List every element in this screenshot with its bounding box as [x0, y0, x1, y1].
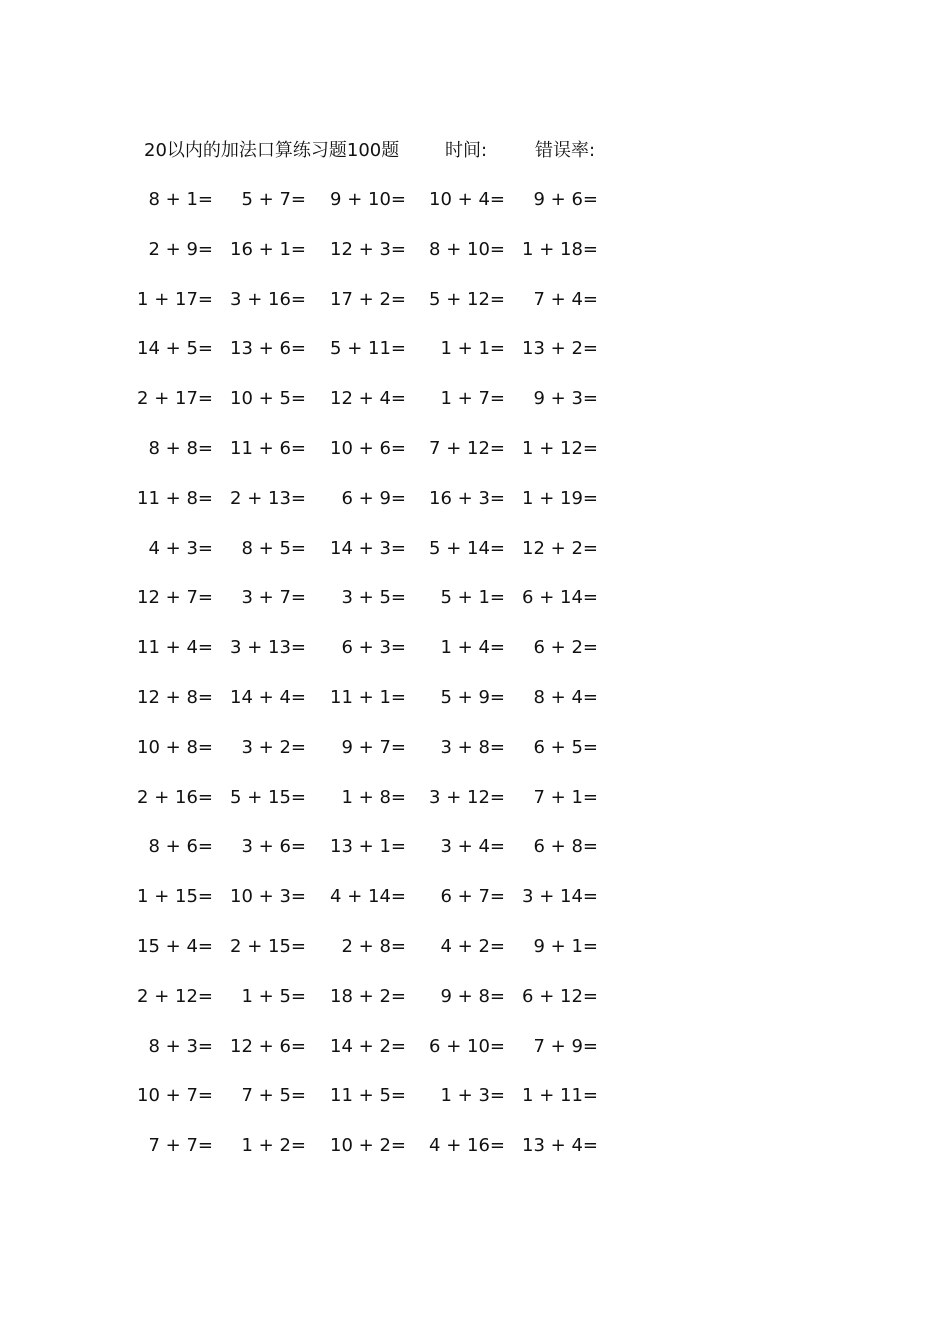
problem-r5-c3: 12 + 4= — [330, 388, 406, 409]
problem-r14-c3: 13 + 1= — [330, 836, 406, 857]
problem-r1-c5: 9 + 6= — [533, 189, 598, 210]
problem-r15-c1: 1 + 15= — [137, 886, 213, 907]
problem-r6-c5: 1 + 12= — [522, 438, 598, 459]
problem-r3-c4: 5 + 12= — [429, 289, 505, 310]
problem-r2-c1: 2 + 9= — [148, 239, 213, 260]
problem-r19-c2: 7 + 5= — [241, 1085, 306, 1106]
problem-r13-c1: 2 + 16= — [137, 787, 213, 808]
problem-r9-c4: 5 + 1= — [440, 587, 505, 608]
problem-r11-c4: 5 + 9= — [440, 687, 505, 708]
problem-r6-c1: 8 + 8= — [148, 438, 213, 459]
problem-r9-c1: 12 + 7= — [137, 587, 213, 608]
problem-r18-c1: 8 + 3= — [148, 1036, 213, 1057]
problem-r16-c1: 15 + 4= — [137, 936, 213, 957]
problem-r3-c1: 1 + 17= — [137, 289, 213, 310]
problem-r10-c4: 1 + 4= — [440, 637, 505, 658]
problem-r13-c2: 5 + 15= — [230, 787, 306, 808]
problem-r1-c3: 9 + 10= — [330, 189, 406, 210]
problem-r6-c3: 10 + 6= — [330, 438, 406, 459]
problem-r16-c2: 2 + 15= — [230, 936, 306, 957]
problem-r15-c2: 10 + 3= — [230, 886, 306, 907]
problem-r10-c3: 6 + 3= — [341, 637, 406, 658]
problem-r1-c1: 8 + 1= — [148, 189, 213, 210]
problem-r10-c1: 11 + 4= — [137, 637, 213, 658]
problem-r7-c3: 6 + 9= — [341, 488, 406, 509]
problem-r11-c1: 12 + 8= — [137, 687, 213, 708]
problem-r2-c4: 8 + 10= — [429, 239, 505, 260]
problem-r19-c3: 11 + 5= — [330, 1085, 406, 1106]
problem-r17-c2: 1 + 5= — [241, 986, 306, 1007]
problem-r8-c1: 4 + 3= — [148, 538, 213, 559]
problem-r4-c3: 5 + 11= — [330, 338, 406, 359]
problem-r11-c2: 14 + 4= — [230, 687, 306, 708]
problem-r5-c4: 1 + 7= — [440, 388, 505, 409]
problem-r20-c2: 1 + 2= — [241, 1135, 306, 1156]
problem-r2-c5: 1 + 18= — [522, 239, 598, 260]
problem-r18-c3: 14 + 2= — [330, 1036, 406, 1057]
problem-r14-c5: 6 + 8= — [533, 836, 598, 857]
problem-r9-c3: 3 + 5= — [341, 587, 406, 608]
problem-r5-c2: 10 + 5= — [230, 388, 306, 409]
problem-r13-c4: 3 + 12= — [429, 787, 505, 808]
problem-r10-c5: 6 + 2= — [533, 637, 598, 658]
problem-r6-c2: 11 + 6= — [230, 438, 306, 459]
problem-r5-c5: 9 + 3= — [533, 388, 598, 409]
problem-r19-c1: 10 + 7= — [137, 1085, 213, 1106]
problem-r9-c5: 6 + 14= — [522, 587, 598, 608]
problem-r8-c3: 14 + 3= — [330, 538, 406, 559]
error-rate-label: 错误率: — [535, 140, 596, 161]
problem-r17-c3: 18 + 2= — [330, 986, 406, 1007]
problem-r11-c5: 8 + 4= — [533, 687, 598, 708]
problem-r8-c4: 5 + 14= — [429, 538, 505, 559]
time-label: 时间: — [445, 140, 488, 161]
problem-r12-c1: 10 + 8= — [137, 737, 213, 758]
problem-r20-c1: 7 + 7= — [148, 1135, 213, 1156]
problem-r4-c1: 14 + 5= — [137, 338, 213, 359]
problem-r8-c2: 8 + 5= — [241, 538, 306, 559]
problem-r16-c4: 4 + 2= — [440, 936, 505, 957]
problem-r12-c2: 3 + 2= — [241, 737, 306, 758]
problem-r7-c1: 11 + 8= — [137, 488, 213, 509]
problem-r20-c5: 13 + 4= — [522, 1135, 598, 1156]
problem-r3-c3: 17 + 2= — [330, 289, 406, 310]
problem-r14-c4: 3 + 4= — [440, 836, 505, 857]
problem-r1-c4: 10 + 4= — [429, 189, 505, 210]
problem-r8-c5: 12 + 2= — [522, 538, 598, 559]
problem-r12-c5: 6 + 5= — [533, 737, 598, 758]
problem-r3-c5: 7 + 4= — [533, 289, 598, 310]
problem-r15-c5: 3 + 14= — [522, 886, 598, 907]
problem-r2-c3: 12 + 3= — [330, 239, 406, 260]
problem-r7-c2: 2 + 13= — [230, 488, 306, 509]
problem-r13-c5: 7 + 1= — [533, 787, 598, 808]
problem-r18-c5: 7 + 9= — [533, 1036, 598, 1057]
problem-r14-c2: 3 + 6= — [241, 836, 306, 857]
problem-r1-c2: 5 + 7= — [241, 189, 306, 210]
problem-r3-c2: 3 + 16= — [230, 289, 306, 310]
problem-r15-c4: 6 + 7= — [440, 886, 505, 907]
worksheet-title: 20以内的加法口算练习题100题 — [144, 140, 400, 161]
problem-r20-c3: 10 + 2= — [330, 1135, 406, 1156]
problem-r4-c5: 13 + 2= — [522, 338, 598, 359]
problem-r17-c4: 9 + 8= — [440, 986, 505, 1007]
problem-r4-c2: 13 + 6= — [230, 338, 306, 359]
problem-r6-c4: 7 + 12= — [429, 438, 505, 459]
problem-r7-c5: 1 + 19= — [522, 488, 598, 509]
problem-r4-c4: 1 + 1= — [440, 338, 505, 359]
problem-r19-c4: 1 + 3= — [440, 1085, 505, 1106]
problem-r16-c5: 9 + 1= — [533, 936, 598, 957]
problem-r10-c2: 3 + 13= — [230, 637, 306, 658]
problem-r9-c2: 3 + 7= — [241, 587, 306, 608]
problem-r16-c3: 2 + 8= — [341, 936, 406, 957]
problem-r12-c4: 3 + 8= — [440, 737, 505, 758]
problem-r11-c3: 11 + 1= — [330, 687, 406, 708]
problem-r19-c5: 1 + 11= — [522, 1085, 598, 1106]
problem-r5-c1: 2 + 17= — [137, 388, 213, 409]
problem-r15-c3: 4 + 14= — [330, 886, 406, 907]
problem-r14-c1: 8 + 6= — [148, 836, 213, 857]
problem-r12-c3: 9 + 7= — [341, 737, 406, 758]
problem-r7-c4: 16 + 3= — [429, 488, 505, 509]
problem-r20-c4: 4 + 16= — [429, 1135, 505, 1156]
problem-r13-c3: 1 + 8= — [341, 787, 406, 808]
problem-r18-c2: 12 + 6= — [230, 1036, 306, 1057]
problem-r2-c2: 16 + 1= — [230, 239, 306, 260]
problem-r17-c1: 2 + 12= — [137, 986, 213, 1007]
problem-r18-c4: 6 + 10= — [429, 1036, 505, 1057]
problem-r17-c5: 6 + 12= — [522, 986, 598, 1007]
